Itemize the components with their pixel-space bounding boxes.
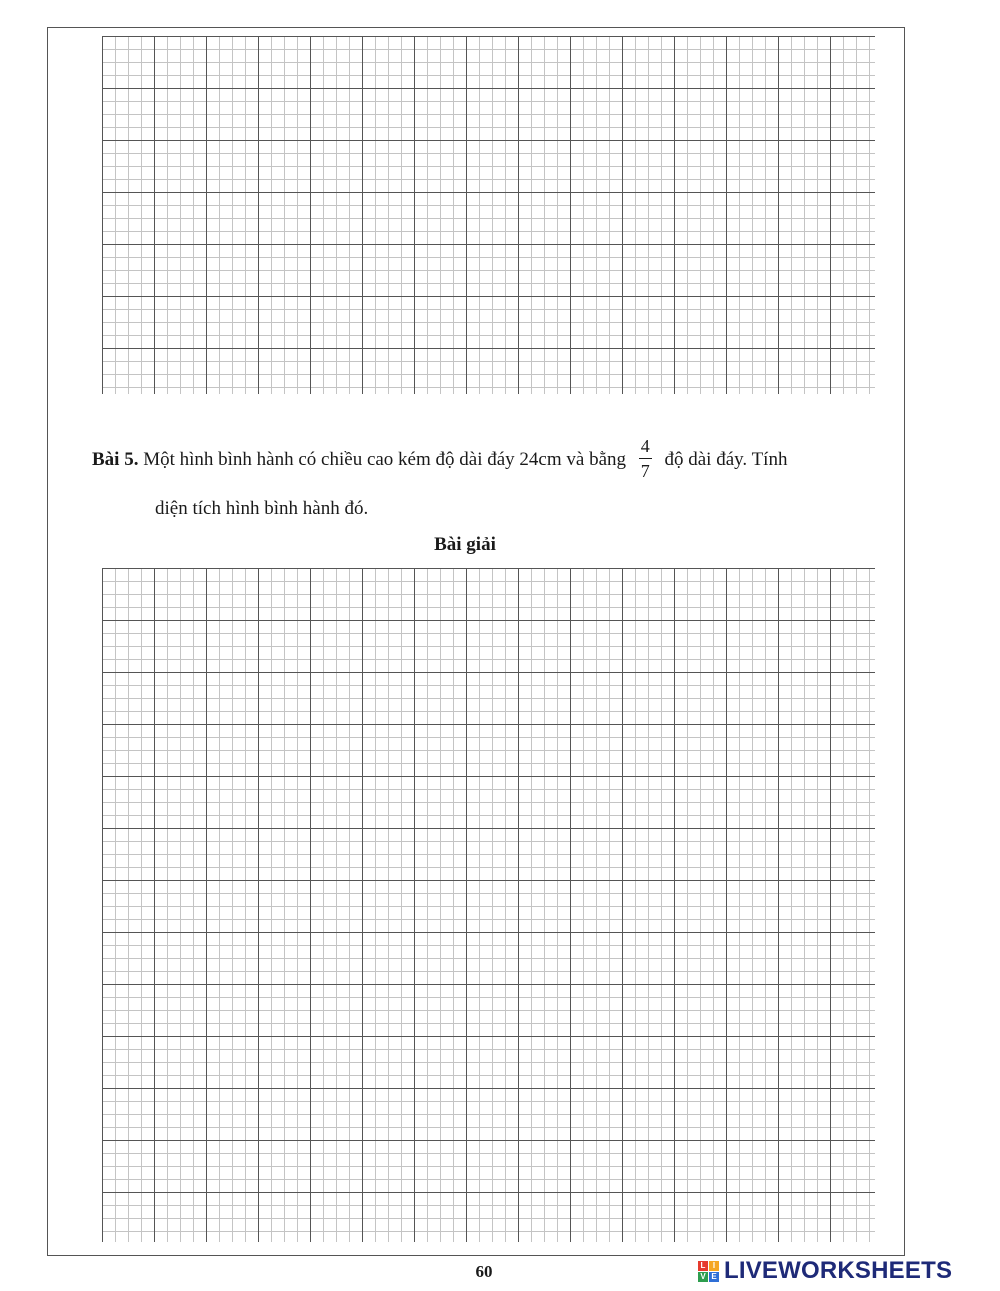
problem-label: Bài 5. bbox=[92, 448, 139, 470]
logo-mark-letter: E bbox=[709, 1272, 719, 1282]
fraction bbox=[639, 436, 652, 481]
problem-text-before-fraction: Một hình bình hành có chiều cao kém độ dài đáy 24cm và bằng bbox=[143, 448, 626, 470]
logo-mark-letter: I bbox=[709, 1261, 719, 1271]
problem-text-line2: diện tích hình bình hành đó. bbox=[155, 498, 369, 519]
problem-statement bbox=[92, 438, 892, 483]
page-number: 60 bbox=[475, 1262, 493, 1281]
liveworksheets-logo bbox=[698, 1256, 952, 1286]
answer-grid-solution[interactable] bbox=[102, 568, 875, 1242]
logo-mark-letter: V bbox=[698, 1272, 708, 1282]
logo-text: LIVEWORKSHEETS bbox=[724, 1257, 953, 1284]
solution-heading: Bài giải bbox=[434, 534, 496, 555]
fraction-numerator: 4 bbox=[639, 436, 652, 459]
problem-text-after-fraction: độ dài đáy. Tính bbox=[664, 448, 788, 470]
answer-grid-top[interactable] bbox=[102, 36, 875, 394]
logo-mark-letter: L bbox=[698, 1261, 708, 1271]
fraction-denominator: 7 bbox=[640, 461, 650, 481]
liveworksheets-mark-icon bbox=[698, 1261, 719, 1282]
